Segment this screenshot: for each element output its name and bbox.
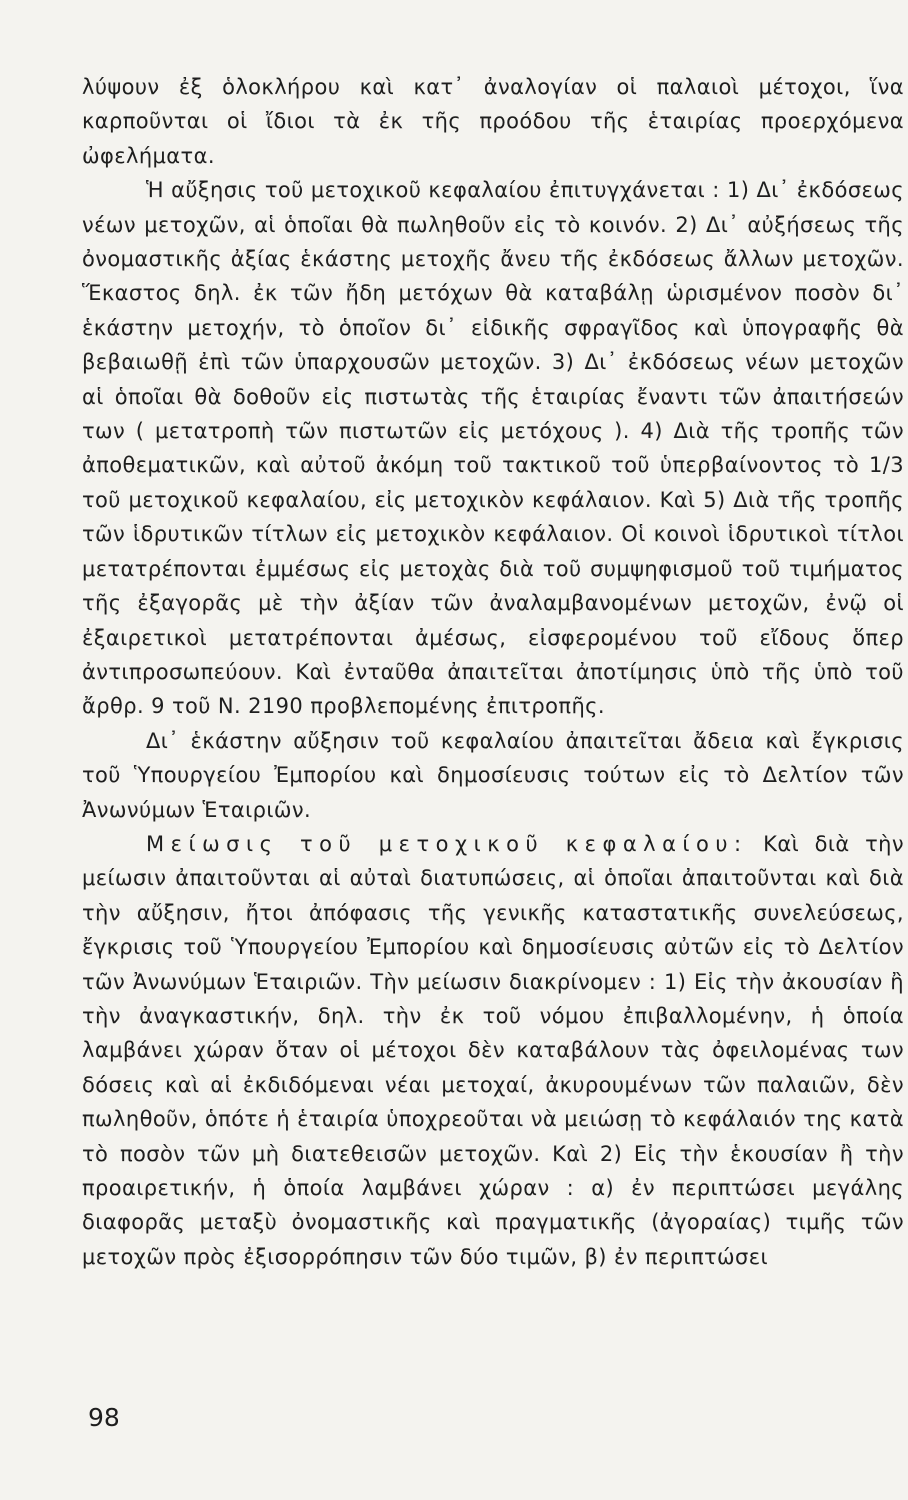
paragraph-capital-increase: Ἡ αὔξησις τοῦ μετοχικοῦ κεφαλαίου ἐπιτυγχάνεται : 1) Δι᾿ ἐκδόσεως νέων μετοχῶν, αἱ ὁποῖαι θὰ πωληθοῦν εἰς τὸ κοινόν. 2) Δι᾿ αὐξήσεως τῆς ὀνομαστικῆς ἀξίας ἑκάστης μετοχῆς ἄνευ τῆς ἐκδόσεως ἄλλων μετοχῶν. Ἕκαστος δηλ. ἐκ τῶν ἤδη μετόχων θὰ καταβάλῃ ὡρισμένον ποσὸν δι᾿ ἑκάστην μετοχήν, τὸ ὁποῖον δι᾿ εἰδικῆς σφραγῖδος καὶ ὑπογραφῆς θὰ βεβαιωθῇ ἐπὶ τῶν ὑπαρχουσῶν μετοχῶν. 3) Δι᾿ ἐκδόσεως νέων μετοχῶν αἱ ὁποῖαι θὰ δοθοῦν εἰς πιστωτὰς τῆς ἑταιρίας ἔναντι τῶν ἀπαιτήσεών των ( μετατροπὴ τῶν πιστωτῶν εἰς μετόχους ). 4) Διὰ τῆς τροπῆς τῶν ἀποθεματικῶν, καὶ αὐτοῦ ἀκόμη τοῦ τακτικοῦ τοῦ ὑπερβαίνοντος τὸ 1/3 τοῦ μετοχικοῦ κεφαλαίου, εἰς μετοχικὸν κεφάλαιον. Καὶ 5) Διὰ τῆς τροπῆς τῶν ἱδρυτικῶν τίτλων εἰς μετοχικὸν κεφάλαιον. Οἱ κοινοὶ ἱδρυτικοὶ τίτλοι μετατρέπονται ἐμμέσως εἰς μετοχὰς διὰ τοῦ συμψηφισμοῦ τοῦ τιμήματος τῆς ἐξαγορᾶς μὲ τὴν ἀξίαν τῶν ἀναλαμβανομένων μετοχῶν, ἐνῷ οἱ ἐξαιρετικοὶ μετατρέπονται ἀμέσως, εἰσφερομένου τοῦ εἴδους ὅπερ ἀντιπροσωπεύουν. Καὶ ἐνταῦθα ἀπαιτεῖται ἀποτίμησις ὑπὸ τῆς ὑπὸ τοῦ ἄρθρ. 9 τοῦ Ν. 2190 προβλεπομένης ἐπιτροπῆς. <box>82 178 904 719</box>
body-text <box>82 70 904 1274</box>
paragraph-capital-reduction <box>82 827 904 1274</box>
paragraph-continuation: λύψουν ἐξ ὁλοκλήρου καὶ κατ᾿ ἀναλογίαν οἱ παλαιοὶ μέτοχοι, ἵνα καρποῦνται οἱ ἴδιοι τὰ ἐκ τῆς προόδου τῆς ἑταιρίας προερχόμενα ὠφελήματα. <box>82 75 904 168</box>
section-body: Καὶ διὰ τὴν μείωσιν ἀπαιτοῦνται αἱ αὐταὶ διατυπώσεις, αἱ ὁποῖαι ἀπαιτοῦνται καὶ διὰ τὴν αὔξησιν, ἤτοι ἀπόφασις τῆς γενικῆς καταστατικῆς συνελεύσεως, ἔγκρισις τοῦ Ὑπουργείου Ἐμπορίου καὶ δημοσίευσις αὐτῶν εἰς τὸ Δελτίον τῶν Ἀνωνύμων Ἑταιριῶν. Τὴν μείωσιν διακρίνομεν : 1) Εἰς τὴν ἀκουσίαν ἢ τὴν ἀναγκαστικήν, δηλ. τὴν ἐκ τοῦ νόμου ἐπιβαλλομένην, ἡ ὁποία λαμβάνει χώραν ὅταν οἱ μέτοχοι δὲν καταβάλουν τὰς ὀφειλομένας των δόσεις καὶ αἱ ἐκδιδόμεναι νέαι μετοχαί, ἀκυρουμένων τῶν παλαιῶν, δὲν πωληθοῦν, ὁπότε ἡ ἑταιρία ὑποχρεοῦται νὰ μειώσῃ τὸ κεφάλαιόν της κατὰ τὸ ποσὸν τῶν μὴ διατεθεισῶν μετοχῶν. Καὶ 2) Εἰς τὴν ἑκουσίαν ἢ τὴν προαιρετικήν, ἡ ὁποία λαμβάνει χώραν : α) ἐν περιπτώσει μεγάλης διαφορᾶς μεταξὺ ὀνομαστικῆς καὶ πραγματικῆς (ἀγοραίας) τιμῆς τῶν μετοχῶν πρὸς ἐξισορρόπησιν τῶν δύο τιμῶν, β) ἐν περιπτώσει <box>82 831 905 1269</box>
page-number: 98 <box>88 1403 120 1432</box>
section-heading: Μείωσις τοῦ μετοχικοῦ κεφαλαίου: <box>146 831 748 856</box>
paragraph-approval: Δι᾿ ἑκάστην αὔξησιν τοῦ κεφαλαίου ἀπαιτεῖται ἄδεια καὶ ἔγκρισις τοῦ Ὑπουργείου Ἐμπορίου καὶ δημοσίευσις τούτων εἰς τὸ Δελτίον τῶν Ἀνωνύμων Ἑταιριῶν. <box>82 728 904 822</box>
